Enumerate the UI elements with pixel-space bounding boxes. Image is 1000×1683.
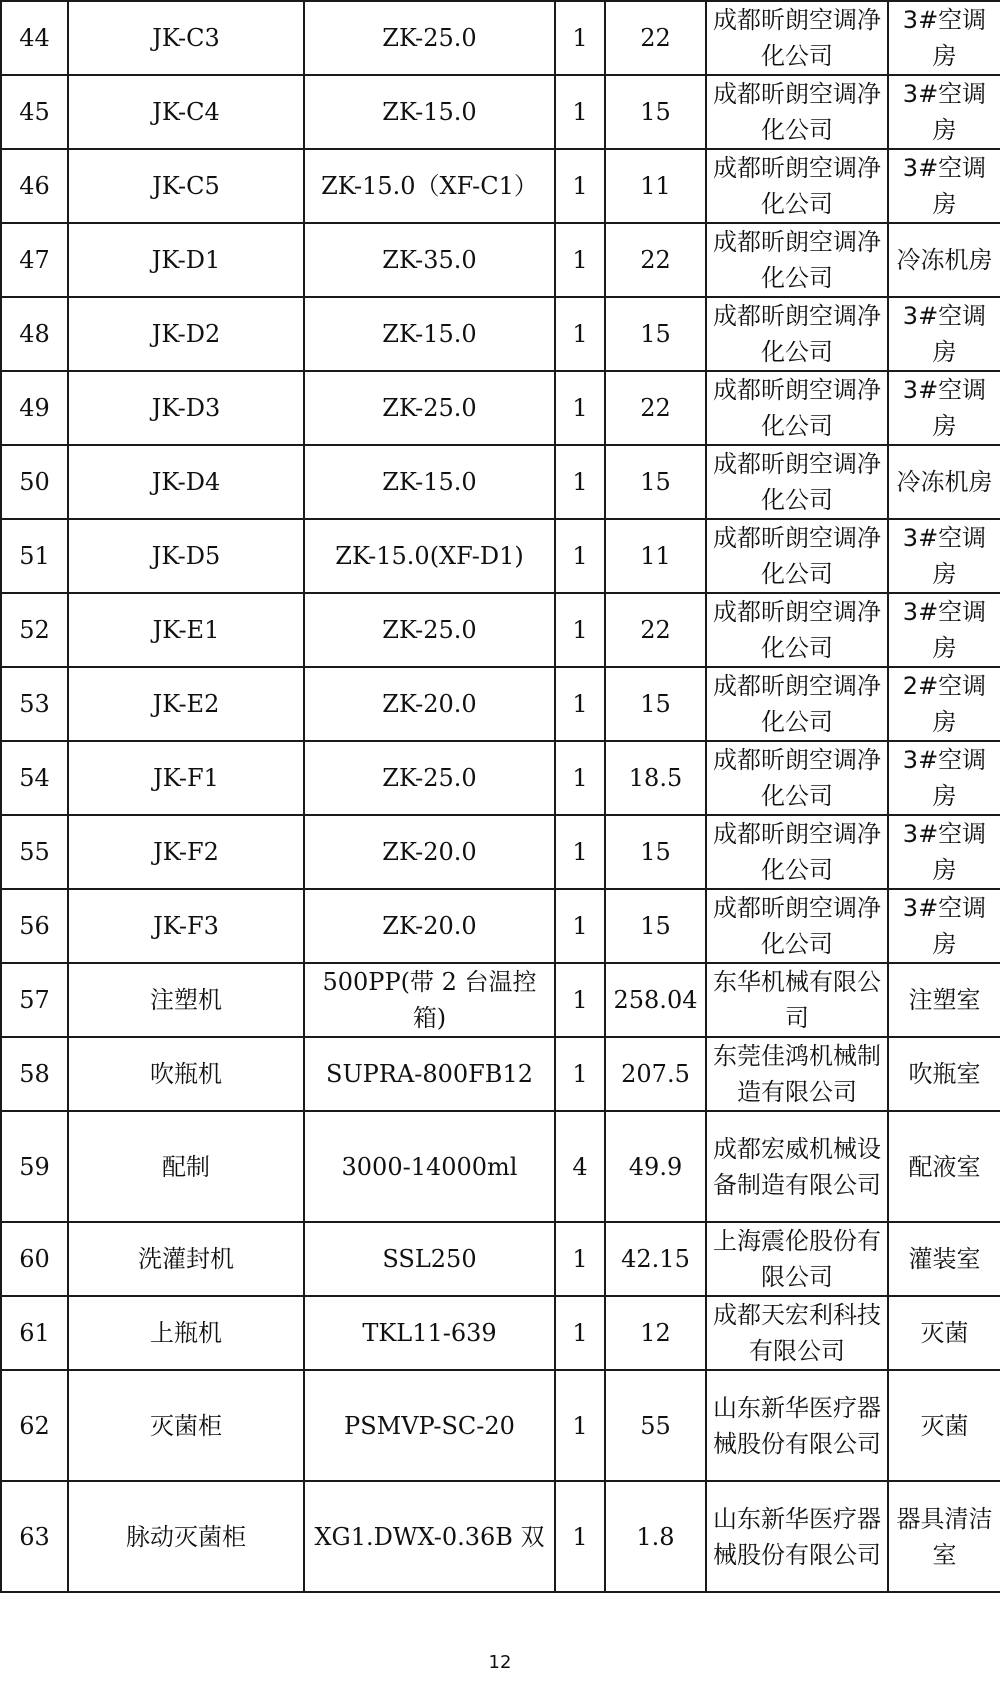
cell-model: ZK-25.0 — [304, 371, 555, 445]
cell-power: 15 — [605, 815, 706, 889]
cell-manufacturer: 成都昕朗空调净化公司 — [706, 741, 888, 815]
cell-number: 49 — [1, 371, 68, 445]
table-row — [1, 519, 1000, 593]
cell-manufacturer: 成都昕朗空调净化公司 — [706, 149, 888, 223]
table-row — [1, 889, 1000, 963]
cell-manufacturer: 成都昕朗空调净化公司 — [706, 371, 888, 445]
cell-number: 57 — [1, 963, 68, 1037]
cell-number: 45 — [1, 75, 68, 149]
cell-manufacturer: 成都昕朗空调净化公司 — [706, 593, 888, 667]
cell-quantity: 1 — [555, 297, 605, 371]
cell-equipment-name: 脉动灭菌柜 — [68, 1481, 304, 1592]
cell-model: ZK-15.0 — [304, 297, 555, 371]
cell-quantity: 1 — [555, 889, 605, 963]
cell-model: ZK-25.0 — [304, 593, 555, 667]
cell-number: 60 — [1, 1222, 68, 1296]
cell-model: PSMVP-SC-20 — [304, 1370, 555, 1481]
cell-model: ZK-15.0 — [304, 75, 555, 149]
cell-power: 1.8 — [605, 1481, 706, 1592]
cell-model: XG1.DWX-0.36B 双 — [304, 1481, 555, 1592]
cell-number: 52 — [1, 593, 68, 667]
cell-equipment-name: JK-D2 — [68, 297, 304, 371]
cell-location: 3#空调房 — [888, 815, 1000, 889]
cell-quantity: 1 — [555, 1296, 605, 1370]
cell-number: 59 — [1, 1111, 68, 1222]
table-row — [1, 1296, 1000, 1370]
cell-location: 灌装室 — [888, 1222, 1000, 1296]
cell-number: 56 — [1, 889, 68, 963]
cell-model: ZK-15.0（XF-C1） — [304, 149, 555, 223]
cell-equipment-name: JK-F1 — [68, 741, 304, 815]
cell-location: 3#空调房 — [888, 889, 1000, 963]
cell-equipment-name: 洗灌封机 — [68, 1222, 304, 1296]
table-row — [1, 741, 1000, 815]
table-row — [1, 1111, 1000, 1222]
cell-model: ZK-15.0 — [304, 445, 555, 519]
cell-quantity: 1 — [555, 223, 605, 297]
table-row — [1, 1222, 1000, 1296]
cell-model: 500PP(带 2 台温控箱) — [304, 963, 555, 1037]
cell-manufacturer: 成都昕朗空调净化公司 — [706, 667, 888, 741]
cell-quantity: 1 — [555, 963, 605, 1037]
cell-model: 3000-14000ml — [304, 1111, 555, 1222]
cell-manufacturer: 成都宏威机械设备制造有限公司 — [706, 1111, 888, 1222]
table-row — [1, 75, 1000, 149]
cell-quantity: 1 — [555, 445, 605, 519]
cell-equipment-name: JK-D4 — [68, 445, 304, 519]
cell-manufacturer: 上海震伦股份有限公司 — [706, 1222, 888, 1296]
cell-equipment-name: JK-D5 — [68, 519, 304, 593]
cell-power: 15 — [605, 297, 706, 371]
cell-number: 44 — [1, 1, 68, 75]
table-row — [1, 667, 1000, 741]
cell-quantity: 1 — [555, 593, 605, 667]
equipment-table-body — [1, 1, 1000, 1592]
cell-manufacturer: 成都昕朗空调净化公司 — [706, 889, 888, 963]
cell-equipment-name: JK-C3 — [68, 1, 304, 75]
cell-manufacturer: 成都昕朗空调净化公司 — [706, 519, 888, 593]
cell-location: 3#空调房 — [888, 741, 1000, 815]
table-row — [1, 149, 1000, 223]
cell-power: 22 — [605, 371, 706, 445]
cell-manufacturer: 成都昕朗空调净化公司 — [706, 445, 888, 519]
cell-power: 15 — [605, 667, 706, 741]
cell-power: 12 — [605, 1296, 706, 1370]
cell-power: 55 — [605, 1370, 706, 1481]
cell-location: 冷冻机房 — [888, 445, 1000, 519]
cell-number: 55 — [1, 815, 68, 889]
cell-quantity: 1 — [555, 149, 605, 223]
cell-model: ZK-25.0 — [304, 1, 555, 75]
cell-number: 63 — [1, 1481, 68, 1592]
cell-quantity: 1 — [555, 815, 605, 889]
cell-power: 42.15 — [605, 1222, 706, 1296]
cell-number: 46 — [1, 149, 68, 223]
page-number: 12 — [488, 1652, 512, 1673]
cell-power: 207.5 — [605, 1037, 706, 1111]
cell-power: 49.9 — [605, 1111, 706, 1222]
cell-location: 吹瓶室 — [888, 1037, 1000, 1111]
table-row — [1, 963, 1000, 1037]
cell-model: ZK-25.0 — [304, 741, 555, 815]
cell-manufacturer: 成都昕朗空调净化公司 — [706, 223, 888, 297]
cell-equipment-name: JK-F2 — [68, 815, 304, 889]
table-row — [1, 223, 1000, 297]
table-row — [1, 1481, 1000, 1592]
cell-number: 53 — [1, 667, 68, 741]
cell-power: 11 — [605, 519, 706, 593]
cell-equipment-name: JK-D1 — [68, 223, 304, 297]
cell-equipment-name: JK-D3 — [68, 371, 304, 445]
cell-model: ZK-15.0(XF-D1) — [304, 519, 555, 593]
cell-equipment-name: 注塑机 — [68, 963, 304, 1037]
cell-number: 48 — [1, 297, 68, 371]
cell-location: 配液室 — [888, 1111, 1000, 1222]
cell-location: 2#空调房 — [888, 667, 1000, 741]
cell-power: 22 — [605, 223, 706, 297]
cell-quantity: 1 — [555, 1481, 605, 1592]
cell-number: 54 — [1, 741, 68, 815]
cell-number: 51 — [1, 519, 68, 593]
cell-equipment-name: JK-E2 — [68, 667, 304, 741]
cell-quantity: 1 — [555, 1037, 605, 1111]
table-row — [1, 445, 1000, 519]
cell-location: 3#空调房 — [888, 1, 1000, 75]
table-row — [1, 297, 1000, 371]
cell-equipment-name: JK-F3 — [68, 889, 304, 963]
cell-manufacturer: 成都昕朗空调净化公司 — [706, 815, 888, 889]
cell-manufacturer: 东华机械有限公司 — [706, 963, 888, 1037]
cell-number: 47 — [1, 223, 68, 297]
cell-quantity: 4 — [555, 1111, 605, 1222]
cell-quantity: 1 — [555, 741, 605, 815]
cell-power: 22 — [605, 593, 706, 667]
cell-quantity: 1 — [555, 667, 605, 741]
cell-manufacturer: 成都天宏利科技有限公司 — [706, 1296, 888, 1370]
cell-location: 灭菌 — [888, 1296, 1000, 1370]
cell-power: 15 — [605, 445, 706, 519]
cell-equipment-name: 吹瓶机 — [68, 1037, 304, 1111]
cell-location: 3#空调房 — [888, 519, 1000, 593]
cell-model: ZK-20.0 — [304, 815, 555, 889]
cell-number: 58 — [1, 1037, 68, 1111]
table-row — [1, 1037, 1000, 1111]
cell-quantity: 1 — [555, 1370, 605, 1481]
cell-quantity: 1 — [555, 519, 605, 593]
cell-manufacturer: 山东新华医疗器械股份有限公司 — [706, 1481, 888, 1592]
cell-power: 258.04 — [605, 963, 706, 1037]
cell-location: 注塑室 — [888, 963, 1000, 1037]
cell-location: 冷冻机房 — [888, 223, 1000, 297]
cell-quantity: 1 — [555, 1, 605, 75]
cell-location: 灭菌 — [888, 1370, 1000, 1481]
cell-location: 3#空调房 — [888, 593, 1000, 667]
cell-model: TKL11-639 — [304, 1296, 555, 1370]
cell-number: 62 — [1, 1370, 68, 1481]
cell-location: 3#空调房 — [888, 371, 1000, 445]
cell-manufacturer: 东莞佳鸿机械制造有限公司 — [706, 1037, 888, 1111]
cell-manufacturer: 山东新华医疗器械股份有限公司 — [706, 1370, 888, 1481]
cell-equipment-name: JK-C4 — [68, 75, 304, 149]
cell-location: 3#空调房 — [888, 149, 1000, 223]
cell-model: SSL250 — [304, 1222, 555, 1296]
cell-location: 3#空调房 — [888, 297, 1000, 371]
table-row — [1, 593, 1000, 667]
table-row — [1, 1, 1000, 75]
cell-power: 15 — [605, 889, 706, 963]
cell-equipment-name: 上瓶机 — [68, 1296, 304, 1370]
cell-location: 3#空调房 — [888, 75, 1000, 149]
cell-quantity: 1 — [555, 1222, 605, 1296]
cell-power: 15 — [605, 75, 706, 149]
cell-model: SUPRA-800FB12 — [304, 1037, 555, 1111]
table-row — [1, 815, 1000, 889]
cell-manufacturer: 成都昕朗空调净化公司 — [706, 297, 888, 371]
cell-power: 11 — [605, 149, 706, 223]
cell-equipment-name: JK-C5 — [68, 149, 304, 223]
cell-number: 61 — [1, 1296, 68, 1370]
cell-model: ZK-35.0 — [304, 223, 555, 297]
cell-equipment-name: JK-E1 — [68, 593, 304, 667]
cell-power: 18.5 — [605, 741, 706, 815]
table-row — [1, 1370, 1000, 1481]
cell-manufacturer: 成都昕朗空调净化公司 — [706, 1, 888, 75]
cell-power: 22 — [605, 1, 706, 75]
cell-manufacturer: 成都昕朗空调净化公司 — [706, 75, 888, 149]
cell-quantity: 1 — [555, 75, 605, 149]
cell-quantity: 1 — [555, 371, 605, 445]
table-row — [1, 371, 1000, 445]
cell-model: ZK-20.0 — [304, 889, 555, 963]
cell-equipment-name: 灭菌柜 — [68, 1370, 304, 1481]
cell-model: ZK-20.0 — [304, 667, 555, 741]
cell-location: 器具清洁室 — [888, 1481, 1000, 1592]
cell-number: 50 — [1, 445, 68, 519]
cell-equipment-name: 配制 — [68, 1111, 304, 1222]
